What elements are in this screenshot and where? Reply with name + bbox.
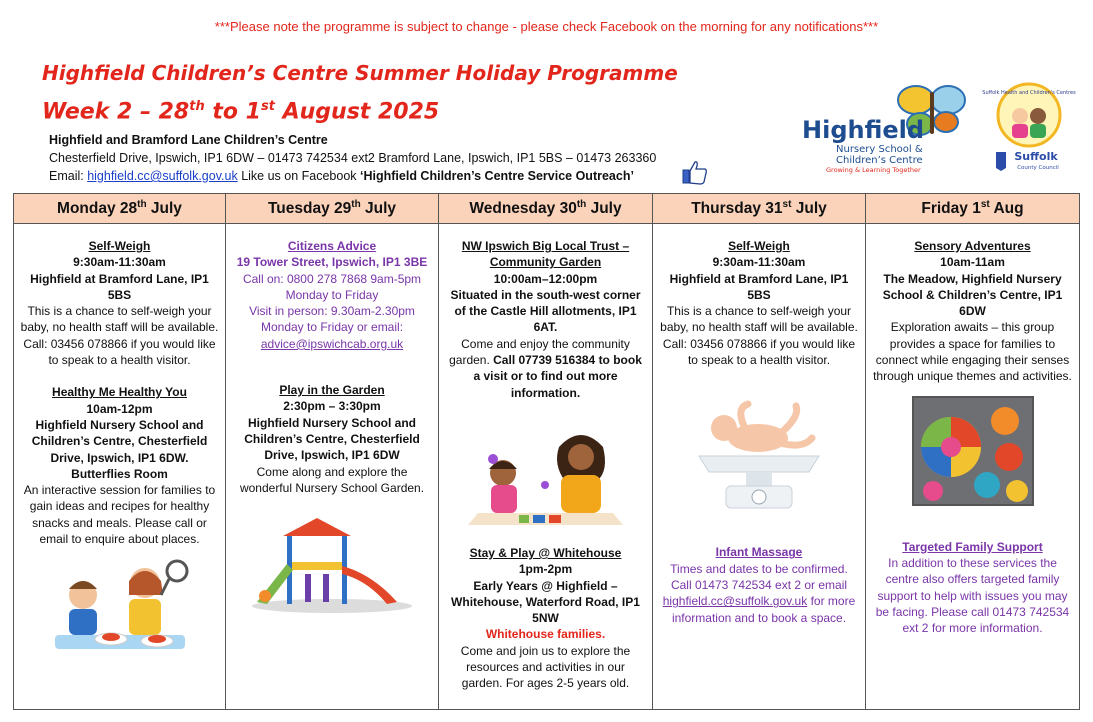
event-contact: Call: 03456 078866 if you would like to speak to a health visitor. — [662, 336, 856, 368]
event-location: Highfield at Bramford Lane, IP1 5BS — [30, 271, 209, 302]
event-note: Whitehouse families. — [485, 627, 606, 642]
event-location: Highfield Nursery School and Children’s Centre, Chesterfield Drive, Ipswich, IP1 6DW. — [31, 417, 208, 465]
event-title: Play in the Garden — [279, 383, 385, 398]
event-title: Citizens Advice — [287, 239, 377, 253]
event-description: Come along and explore the wonderful Nursery School Garden. — [239, 464, 425, 495]
facebook-page-name: ‘Highfield Children’s Centre Service Outreach’ — [360, 169, 634, 183]
programme-table — [13, 193, 1080, 710]
email-link[interactable]: highfield.cc@suffolk.gov.uk — [87, 169, 238, 183]
event-visit: Visit in person: 9.30am-2.30pm — [249, 304, 415, 319]
event-description: An interactive session for families to gain ideas and recipes for healthy snacks and meals. Please call or email to enquire about places. — [23, 483, 216, 547]
thursday-cell: Self-Weigh 9:30am-11:30am Highfield at Bramford Lane, IP1 5BS This is a chance to self-weigh your baby, no health staff will be available. Call: 03456 078866 if you would like to speak to a health visitor. Infant Massage Times and dates to be confirmed. Call 01473 742534 ext 2 or email highfield.cc@suffolk.gov.uk for more information and to book a space. — [653, 224, 866, 710]
event-description: Exploration awaits – this group provides a space for families to connect while engaging their senses through unique themes and activities. — [873, 320, 1072, 384]
wednesday-cell — [439, 224, 653, 710]
event-time: 9:30am-11:30am — [73, 255, 166, 270]
event-time: 2:30pm – 3:30pm — [283, 399, 381, 414]
svg-text:Children’s Centre: Children’s Centre — [836, 155, 923, 166]
contact-line: Email: highfield.cc@suffolk.gov.uk Like us on Facebook ‘Highfield Children’s Centre Service Outreach’ — [49, 169, 634, 183]
event-location: 19 Tower Street, Ipswich, IP1 3BE — [236, 255, 428, 270]
day-header-wednesday: Wednesday 30th July — [439, 194, 653, 224]
painting-mother-child-illustration — [463, 425, 628, 535]
event-description: Times and dates to be confirmed. Call 01473 742534 ext 2 or email — [670, 561, 848, 592]
centre-address: Chesterfield Drive, Ipswich, IP1 6DW – 01473 742534 ext2 Bramford Lane, Ipswich, IP1 5BS – 01473 263360 — [49, 151, 657, 165]
svg-text:Growing & Learning Together: Growing & Learning Together — [826, 166, 921, 174]
thumbs-up-icon — [681, 158, 709, 186]
event-description: Come and enjoy the community garden. Call 07739 516384 to book a visit or to find out more information. — [449, 336, 642, 400]
svg-text:Suffolk: Suffolk — [1014, 150, 1058, 163]
tuesday-cell — [226, 224, 439, 710]
event-title: Healthy Me Healthy You — [52, 385, 187, 400]
event-title: Targeted Family Support — [902, 539, 1043, 554]
event-time: 1pm-2pm — [518, 562, 573, 577]
sensory-balls-photo — [913, 397, 1033, 505]
highfield-logo — [800, 78, 968, 173]
day-header-monday: Monday 28th July — [14, 194, 226, 224]
event-time: 10am-12pm — [86, 401, 153, 416]
event-time: 9:30am-11:30am — [712, 255, 806, 270]
week-title: Week 2 – 28th to 1st August 2025 — [42, 99, 440, 125]
svg-text:Nursery School &: Nursery School & — [836, 144, 923, 155]
event-days: Monday to Friday or email: — [260, 320, 404, 335]
page-title: Highfield Children’s Centre Summer Holiday Programme — [42, 61, 678, 85]
event-title: Sensory Adventures — [914, 239, 1031, 253]
suffolk-logo — [982, 82, 1076, 172]
day-header-row — [14, 194, 1080, 224]
day-header-tuesday: Tuesday 29th July — [226, 194, 439, 224]
event-description: This is a chance to self-weigh your baby, no health staff will be available. — [20, 304, 219, 335]
event-time: 10:00am–12:00pm — [493, 271, 598, 286]
event-location: The Meadow, Highfield Nursery School & Children’s Centre, IP1 6DW — [882, 271, 1063, 319]
cooking-family-illustration — [45, 555, 195, 655]
event-contact: Call on: 0800 278 7868 9am-5pm — [242, 271, 422, 286]
event-title: Self-Weigh — [728, 239, 790, 253]
monday-cell — [14, 224, 226, 710]
event-description: Come and join us to explore the resources and activities in our garden. For ages 2-5 years old. — [460, 643, 631, 691]
event-description: In addition to these services the centre also offers targeted family support to help with issues you may be facing. Please call 01473 742534 ext 2 for more information. — [875, 555, 1070, 636]
event-days: Monday to Friday — [285, 287, 379, 302]
event-location: Highfield Nursery School and Children’s Centre, Chesterfield Drive, Ipswich, IP1 6DW — [244, 415, 420, 463]
event-location: Highfield at Bramford Lane, IP1 5BS — [669, 271, 849, 302]
event-contact: Call: 03456 078866 if you would like to speak to a health visitor. — [23, 336, 216, 368]
advice-email-link[interactable]: advice@ipswichcab.org.uk — [260, 336, 404, 351]
centre-name: Highfield and Bramford Lane Children’s Centre — [49, 133, 328, 147]
event-title: Infant Massage — [715, 545, 803, 560]
event-room: Butterflies Room — [71, 466, 168, 481]
day-header-thursday: Thursday 31st July — [653, 194, 866, 224]
baby-scale-illustration — [684, 394, 834, 514]
event-title: Stay & Play @ Whitehouse — [469, 545, 622, 560]
svg-text:Suffolk Health and Children's: Suffolk Health and Children's Centres — [982, 90, 1076, 96]
event-time: 10am-11am — [940, 255, 1005, 270]
playground-illustration — [247, 514, 417, 614]
day-header-friday: Friday 1st Aug — [866, 194, 1080, 224]
svg-text:County Council: County Council — [1017, 165, 1059, 171]
event-title: NW Ipswich Big Local Trust – Community Garden — [461, 239, 630, 270]
email-link[interactable]: highfield.cc@suffolk.gov.uk — [662, 594, 808, 609]
friday-cell — [866, 224, 1080, 710]
event-location: Situated in the south-west corner of the Castle Hill allotments, IP1 6AT. — [450, 287, 641, 335]
svg-text:Highfield: Highfield — [802, 116, 925, 144]
programme-notice: ***Please note the programme is subject to change - please check Facebook on the morning for any notifications*** — [214, 19, 879, 34]
event-description: This is a chance to self-weigh your baby, no health staff will be available. — [660, 304, 858, 335]
event-title: Self-Weigh — [88, 239, 151, 253]
event-location: Early Years @ Highfield – Whitehouse, Waterford Road, IP1 5NW — [451, 578, 640, 626]
